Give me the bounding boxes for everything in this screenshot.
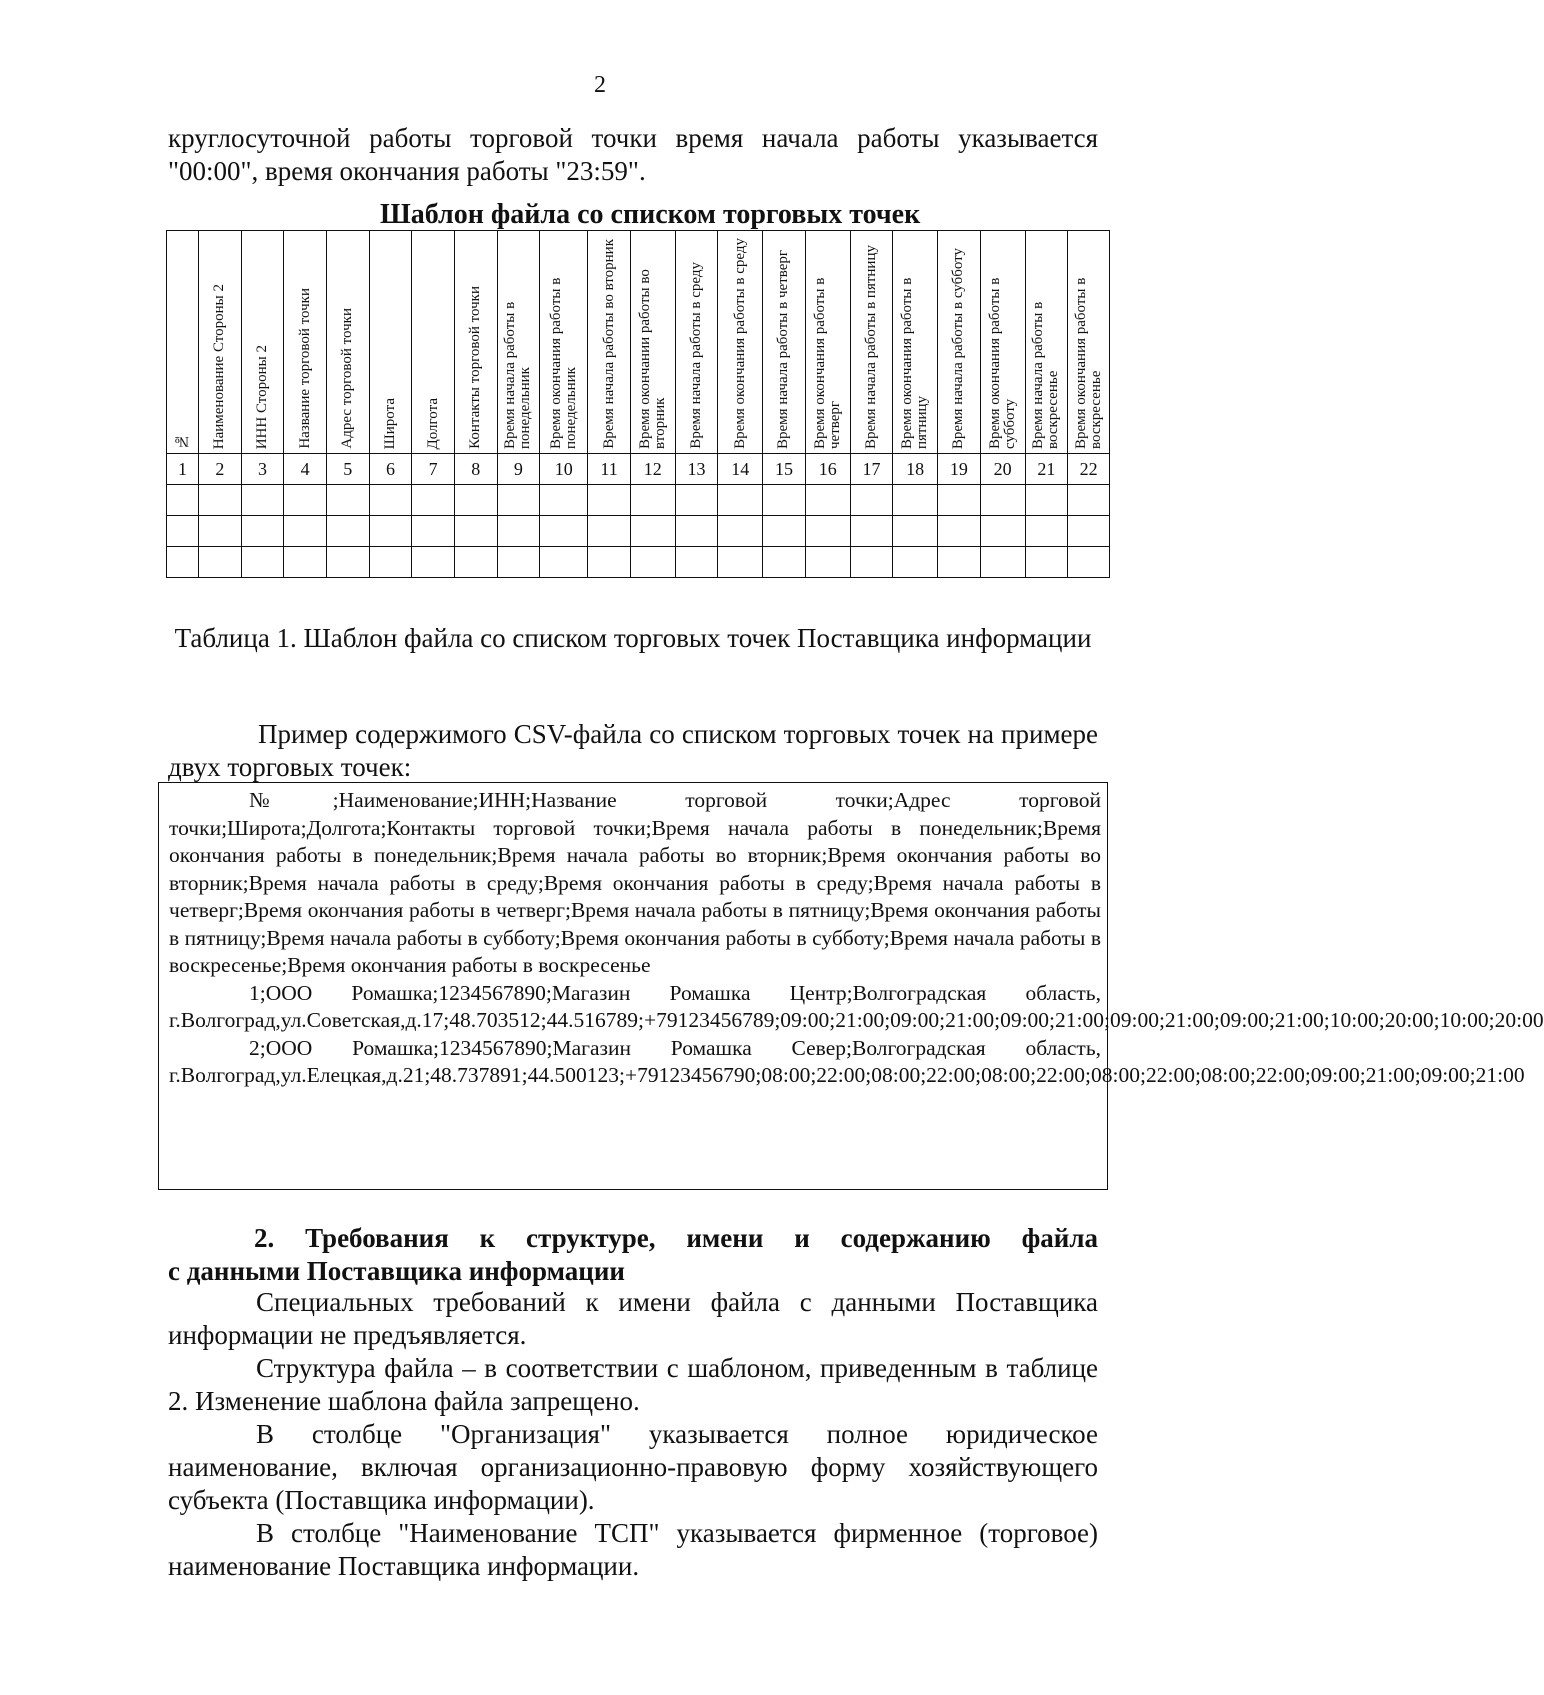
csv-header-line: №;Наименование;ИНН;Название торговой точки;Адрес торговой точки;Широта;Долгота;Контакты торговой точки;Время начала работы в понедельник;Время окончания работы в понедельник;Время начала работы во вторник;Время окончания работы во вторник;Время начала работы в среду;Время окончания работы в среду;Время начала работы в четверг;Время окончания работы в четверг;Время начала работы в пятницу;Время окончания работы в пятницу;Время начала работы в субботу;Время окончания работы в субботу;Время начала работы в воскресенье;Время окончания работы в воскресенье: [169, 788, 1101, 977]
column-number: 19: [938, 454, 981, 485]
example-intro: [168, 718, 1098, 784]
table-cell: [1025, 516, 1068, 547]
example-intro-text: Пример содержимого CSV-файла со списком торговых точек на примере двух торговых точек:: [168, 719, 1098, 782]
column-header: [284, 231, 327, 454]
column-number: 16: [805, 454, 850, 485]
column-header: [675, 231, 718, 454]
column-header: [540, 231, 588, 454]
table-cell: [326, 516, 369, 547]
table-cell: [630, 516, 675, 547]
table-cell: [588, 547, 631, 578]
table-cell: [763, 547, 806, 578]
column-header-label: Долгота: [424, 397, 441, 449]
table-row: [167, 485, 1110, 516]
column-number: 13: [675, 454, 718, 485]
column-header-label: Время начала работы в пятницу: [862, 245, 879, 449]
table-cell: [980, 485, 1025, 516]
csv-row-1: 1;ООО Ромашка;1234567890;Магазин Ромашка Центр;Волгоградская область, г.Волгоград,ул.Советская,д.17;48.703512;44.516789;+79123456789;09:00;21:00;09:00;21:00;09:00;21:00;09:00;21:00;09:00;21:00;10:00;20:00;10:00;20:00: [169, 980, 1544, 1032]
table-cell: [454, 516, 497, 547]
table-cell: [284, 547, 327, 578]
paragraph: Специальных требований к имени файла с данными Поставщика информации не предъявляется.: [168, 1287, 1098, 1350]
column-header: [412, 231, 455, 454]
column-header: [326, 231, 369, 454]
column-header-label: Время начала работы в четверг: [775, 250, 792, 449]
column-header-label: Время окончания работы в пятницу: [899, 277, 931, 449]
table-header-row: [167, 231, 1110, 454]
table-cell: [938, 485, 981, 516]
column-header: [1025, 231, 1068, 454]
section-2-heading: [168, 1222, 1098, 1288]
intro-paragraph: круглосуточной работы торговой точки время начала работы указывается "00:00", время окончания работы "23:59".: [168, 123, 1098, 186]
table-cell: [850, 516, 893, 547]
column-header: [588, 231, 631, 454]
table-cell: [540, 516, 588, 547]
column-header-label: Время окончания работы в субботу: [986, 277, 1018, 449]
table-cell: [540, 485, 588, 516]
table-cell: [241, 516, 284, 547]
table-cell: [763, 485, 806, 516]
column-header-label: Время начала работы в среду: [688, 262, 705, 449]
table-cell: [412, 516, 455, 547]
column-header: [893, 231, 938, 454]
csv-row-2: 2;ООО Ромашка;1234567890;Магазин Ромашка Север;Волгоградская область, г.Волгоград,ул.Елецкая,д.21;48.737891;44.500123;+79123456790;08:00;22:00;08:00;22:00;08:00;22:00;08:00;22:00;08:00;22:00;09:00;21:00;09:00;21:00: [169, 1035, 1525, 1087]
table-cell: [454, 485, 497, 516]
table-cell: [167, 485, 199, 516]
column-header-label: Время окончании работы во вторник: [636, 269, 668, 449]
column-number: 14: [718, 454, 763, 485]
column-header-label: Время начала работы в воскресенье: [1030, 301, 1062, 449]
table-cell: [412, 485, 455, 516]
table-cell: [675, 547, 718, 578]
table-cell: [718, 485, 763, 516]
column-header: [241, 231, 284, 454]
page-number: 2: [594, 72, 606, 98]
column-header: [938, 231, 981, 454]
column-number: 20: [980, 454, 1025, 485]
column-number: 9: [497, 454, 540, 485]
table-cell: [167, 547, 199, 578]
csv-example-box: [158, 782, 1544, 1190]
column-header-label: №: [174, 433, 190, 449]
column-header-label: Время начала работы во вторник: [600, 239, 617, 449]
table-cell: [412, 547, 455, 578]
table-cell: [326, 485, 369, 516]
paragraph: В столбце "Наименование ТСП" указывается фирменное (торговое) наименование Поставщика информации.: [168, 1518, 1098, 1581]
table-cell: [588, 516, 631, 547]
table-cell: [675, 516, 718, 547]
table-cell: [588, 485, 631, 516]
column-number: 15: [763, 454, 806, 485]
paragraph: В столбце "Организация" указывается полное юридическое наименование, включая организационно-правовую форму хозяйствующего субъекта (Поставщика информации).: [168, 1419, 1098, 1515]
table-cell: [1025, 547, 1068, 578]
paragraph: Структура файла – в соответствии с шаблоном, приведенным в таблице 2. Изменение шаблона файла запрещено.: [168, 1353, 1098, 1416]
column-number: 6: [369, 454, 412, 485]
column-header-label: Контакты торговой точки: [467, 286, 484, 449]
table-cell: [241, 547, 284, 578]
table-cell: [1025, 485, 1068, 516]
template-title: Шаблон файла со списком торговых точек: [380, 199, 921, 230]
table-cell: [893, 485, 938, 516]
table-cell: [497, 516, 540, 547]
column-number: 1: [167, 454, 199, 485]
table-cell: [199, 516, 242, 547]
table-cell: [675, 485, 718, 516]
column-number: 3: [241, 454, 284, 485]
table-caption: Таблица 1. Шаблон файла со списком торговых точек Поставщика информации: [174, 623, 1092, 653]
column-header-label: ИНН Стороны 2: [253, 344, 270, 449]
column-header-label: Адрес торговой точки: [339, 308, 356, 449]
table-cell: [805, 547, 850, 578]
template-table: [166, 230, 1110, 578]
column-header: [763, 231, 806, 454]
table-cell: [805, 485, 850, 516]
column-number: 10: [540, 454, 588, 485]
column-header: [850, 231, 893, 454]
column-header-label: Время начала работы в понедельник: [502, 301, 534, 449]
column-header: [497, 231, 540, 454]
table-cell: [369, 547, 412, 578]
table-cell: [1068, 516, 1110, 547]
column-header: [454, 231, 497, 454]
column-number: 11: [588, 454, 631, 485]
table-cell: [369, 516, 412, 547]
table-cell: [326, 547, 369, 578]
column-number: 5: [326, 454, 369, 485]
column-header-label: Время окончания работы в четверг: [811, 277, 843, 449]
table-cell: [284, 485, 327, 516]
table-cell: [1068, 547, 1110, 578]
section-2-heading-line-1: 2. Требования к структуре, имени и содержанию файла: [254, 1223, 1098, 1253]
column-header-label: Название торговой точки: [296, 288, 313, 449]
section-2-heading-line-2: с данными Поставщика информации: [168, 1256, 625, 1286]
column-header: [167, 231, 199, 454]
column-header-label: Время окончания работы в воскресенье: [1072, 277, 1104, 449]
table-cell: [199, 547, 242, 578]
column-number: 17: [850, 454, 893, 485]
column-number: 4: [284, 454, 327, 485]
column-number: 2: [199, 454, 242, 485]
column-number: 12: [630, 454, 675, 485]
table-cell: [850, 485, 893, 516]
table-cell: [938, 547, 981, 578]
table-cell: [893, 516, 938, 547]
table-row: [167, 516, 1110, 547]
column-header: [1068, 231, 1110, 454]
table-cell: [980, 516, 1025, 547]
table-cell: [284, 516, 327, 547]
column-header-label: Широта: [381, 397, 398, 449]
table-cell: [850, 547, 893, 578]
table-cell: [630, 547, 675, 578]
column-header: [718, 231, 763, 454]
section-2-body: [168, 1286, 1098, 1583]
table-cell: [630, 485, 675, 516]
table-cell: [763, 516, 806, 547]
table-cell: [718, 547, 763, 578]
table-cell: [369, 485, 412, 516]
table-cell: [167, 516, 199, 547]
table-cell: [540, 547, 588, 578]
table-cell: [805, 516, 850, 547]
column-header: [980, 231, 1025, 454]
table-cell: [497, 547, 540, 578]
table-cell: [454, 547, 497, 578]
table-cell: [1068, 485, 1110, 516]
table-row: [167, 547, 1110, 578]
table-number-row: [167, 454, 1110, 485]
column-header-label: Время начала работы в субботу: [950, 247, 967, 449]
column-header-label: Время окончания работы в среду: [731, 238, 748, 449]
table-cell: [497, 485, 540, 516]
column-header-label: Наименование Стороны 2: [211, 283, 228, 449]
table-cell: [241, 485, 284, 516]
column-header: [630, 231, 675, 454]
column-number: 8: [454, 454, 497, 485]
column-number: 21: [1025, 454, 1068, 485]
column-number: 22: [1068, 454, 1110, 485]
table-cell: [199, 485, 242, 516]
column-header-label: Время окончания работы в понедельник: [547, 277, 579, 449]
column-number: 18: [893, 454, 938, 485]
column-header: [805, 231, 850, 454]
table-cell: [718, 516, 763, 547]
table-cell: [938, 516, 981, 547]
column-header: [199, 231, 242, 454]
column-number: 7: [412, 454, 455, 485]
table-cell: [893, 547, 938, 578]
column-header: [369, 231, 412, 454]
table-cell: [980, 547, 1025, 578]
